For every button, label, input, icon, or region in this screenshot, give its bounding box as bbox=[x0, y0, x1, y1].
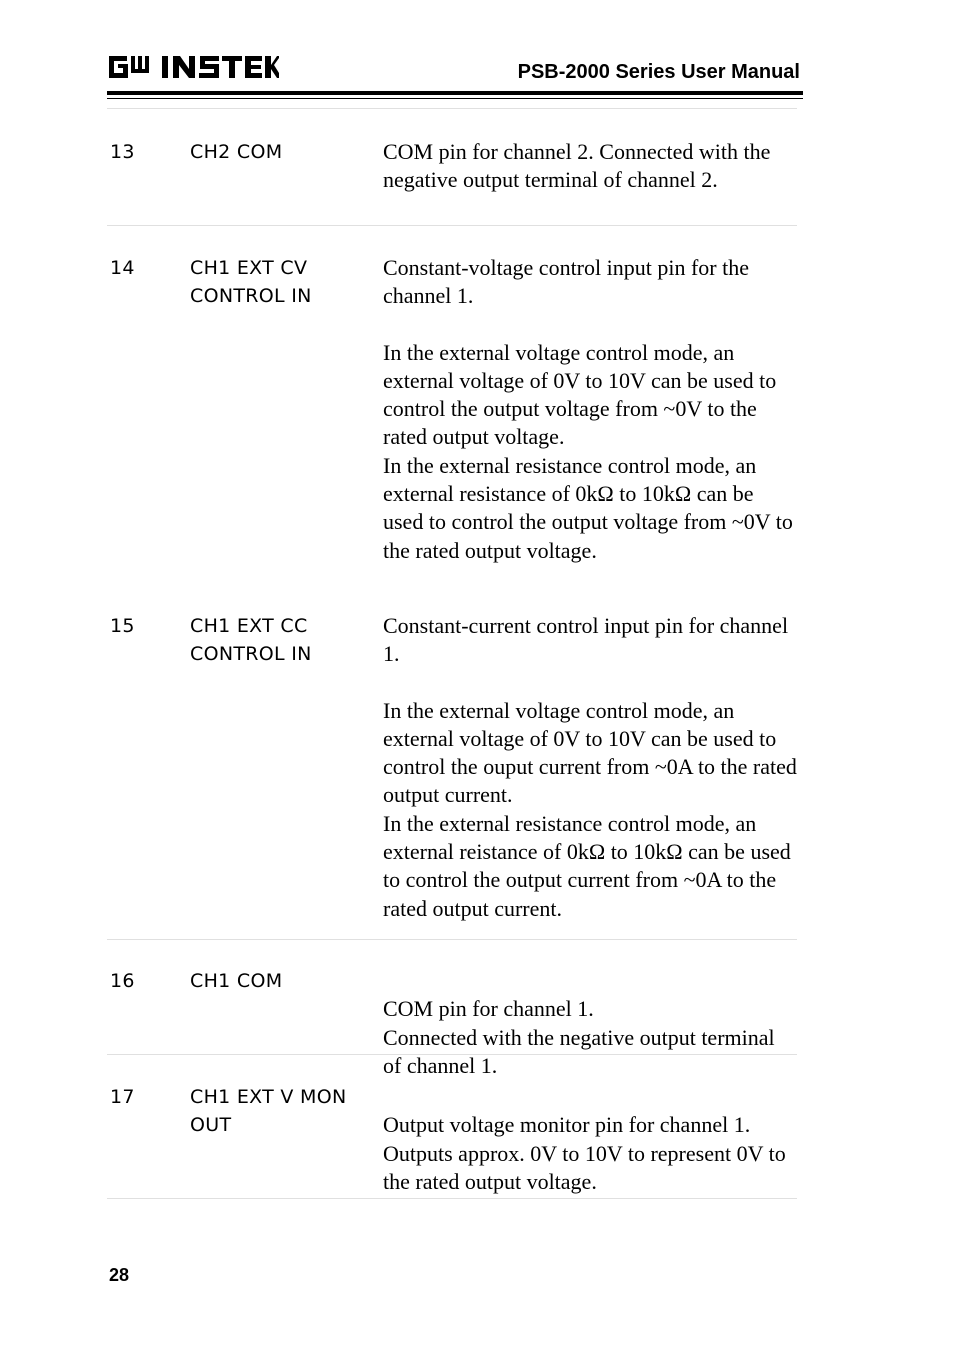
pin-number: 13 bbox=[110, 141, 135, 163]
pin-name: CH1 COM bbox=[190, 970, 283, 992]
table-row bbox=[107, 109, 797, 226]
page-number: 28 bbox=[109, 1265, 130, 1285]
pin-name: CH1 EXT CC CONTROL IN bbox=[190, 615, 312, 665]
pin-number: 17 bbox=[110, 1086, 135, 1108]
description-paragraph: Constant-voltage control input pin for the channel 1. bbox=[383, 255, 749, 309]
pin-name: CH1 EXT V MON OUT bbox=[190, 1086, 347, 1136]
document-title: PSB-2000 Series User Manual bbox=[517, 61, 800, 83]
pin-description bbox=[383, 254, 797, 565]
svg-text:GW INSTEK: GW INSTEK bbox=[107, 52, 113, 53]
pin-number: 16 bbox=[110, 970, 135, 992]
description-paragraph: In the external voltage control mode, an external voltage of 0V to 10V can be used to control the ouput current from ~0A to the rated output current. In the external resistance control mode, an external reistance of 0kΩ to 10kΩ can be used to control the output current from ~0A to the rated output current. bbox=[383, 697, 797, 921]
description-paragraph: COM pin for channel 2. Connected with the negative output terminal of channel 2. bbox=[383, 139, 771, 193]
description-paragraph: Output voltage monitor pin for channel 1. Outputs approx. 0V to 10V to represent 0V to the rated output voltage. bbox=[383, 1112, 786, 1194]
pin-name: CH1 EXT CV CONTROL IN bbox=[190, 257, 312, 307]
pin-description bbox=[383, 1083, 797, 1224]
header-rule-thin bbox=[107, 98, 803, 99]
description-paragraph: COM pin for channel 1. Connected with the negative output terminal of channel 1. bbox=[383, 996, 775, 1078]
pin-number: 15 bbox=[110, 615, 135, 637]
pin-description bbox=[383, 138, 797, 195]
table-row bbox=[107, 940, 797, 1078]
description-paragraph: In the external voltage control mode, an external voltage of 0V to 10V can be used to control the output voltage from ~0V to the rated output voltage. In the external resistance control mode, an external resistance of 0kΩ to 10kΩ can be used to control the output voltage from ~0V to the rated output voltage. bbox=[383, 339, 793, 563]
pin-description-table bbox=[107, 109, 797, 1199]
table-row bbox=[107, 226, 797, 598]
table-row bbox=[107, 1055, 797, 1199]
gw-instek-logo bbox=[107, 52, 279, 82]
table-row bbox=[107, 598, 797, 940]
header-rule-thick bbox=[107, 91, 803, 95]
pin-name: CH2 COM bbox=[190, 141, 283, 163]
page-header bbox=[107, 52, 803, 102]
pin-number: 14 bbox=[110, 257, 135, 279]
pin-description bbox=[383, 612, 797, 923]
description-paragraph: Constant-current control input pin for channel 1. bbox=[383, 613, 789, 667]
